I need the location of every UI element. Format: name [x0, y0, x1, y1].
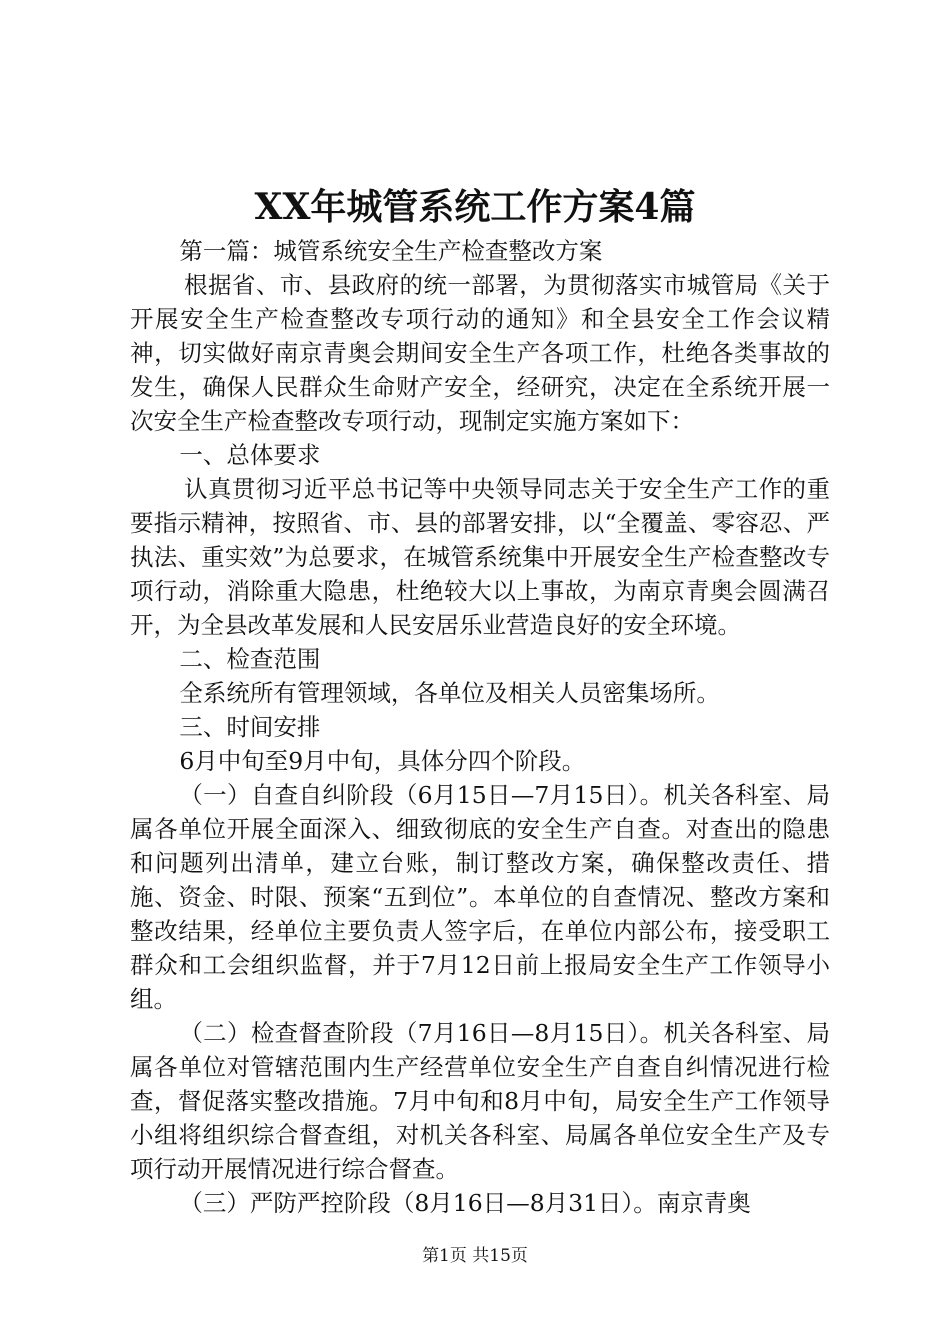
heading-inspection-scope: 二、检查范围 — [179, 645, 321, 673]
phase-one-paragraph: （一）自查自纠阶段（6月15日—7月15日）。机关各科室、局属各单位开展全面深入、细致彻底的安全生产自查。对查出的隐患和问题列出清单，建立台账，制订整改方案，确保整改责任、措施、资金、时限、预案“五到位”。本单位的自查情况、整改方案和整改结果，经单位主要负责人签字后，在单位内部公布，接受职工群众和工会组织监督，并于7月12日前上报局安全生产工作领导小组。 — [130, 781, 830, 1013]
heading-general-requirements: 一、总体要求 — [179, 441, 321, 469]
section-heading-first: 第一篇：城管系统安全生产检查整改方案 — [179, 237, 603, 265]
page-footer: 第1页 共15页 — [422, 1246, 528, 1266]
phase-three-paragraph: （三）严防严控阶段（8月16日—8月31日）。南京青奥 — [179, 1189, 751, 1217]
heading-schedule: 三、时间安排 — [179, 713, 321, 741]
document-body — [130, 234, 830, 1220]
phase-two-paragraph: （二）检查督查阶段（7月16日—8月15日）。机关各科室、局属各单位对管辖范围内生产经营单位安全生产自查自纠情况进行检查，督促落实整改措施。7月中旬和8月中旬，局安全生产工作领导小组将组织综合督查组，对机关各科室、局属各单位安全生产及专项行动开展情况进行综合督查。 — [130, 1019, 830, 1183]
document-title: XX年城管系统工作方案4篇 — [254, 186, 696, 228]
inspection-scope-paragraph: 全系统所有管理领域，各单位及相关人员密集场所。 — [179, 679, 720, 707]
general-requirements-paragraph: 认真贯彻习近平总书记等中央领导同志关于安全生产工作的重要指示精神，按照省、市、县的部署安排，以“全覆盖、零容忍、严执法、重实效”为总要求，在城管系统集中开展安全生产检查整改专项行动，消除重大隐患，杜绝较大以上事故，为南京青奥会圆满召开，为全县改革发展和人民安居乐业营造良好的安全环境。 — [130, 475, 830, 639]
intro-paragraph: 根据省、市、县政府的统一部署，为贯彻落实市城管局《关于开展安全生产检查整改专项行动的通知》和全县安全工作会议精神，切实做好南京青奥会期间安全生产各项工作，杜绝各类事故的发生，确保人民群众生命财产安全，经研究，决定在全系统开展一次安全生产检查整改专项行动，现制定实施方案如下： — [130, 271, 830, 435]
schedule-paragraph: 6月中旬至9月中旬，具体分四个阶段。 — [179, 747, 586, 775]
